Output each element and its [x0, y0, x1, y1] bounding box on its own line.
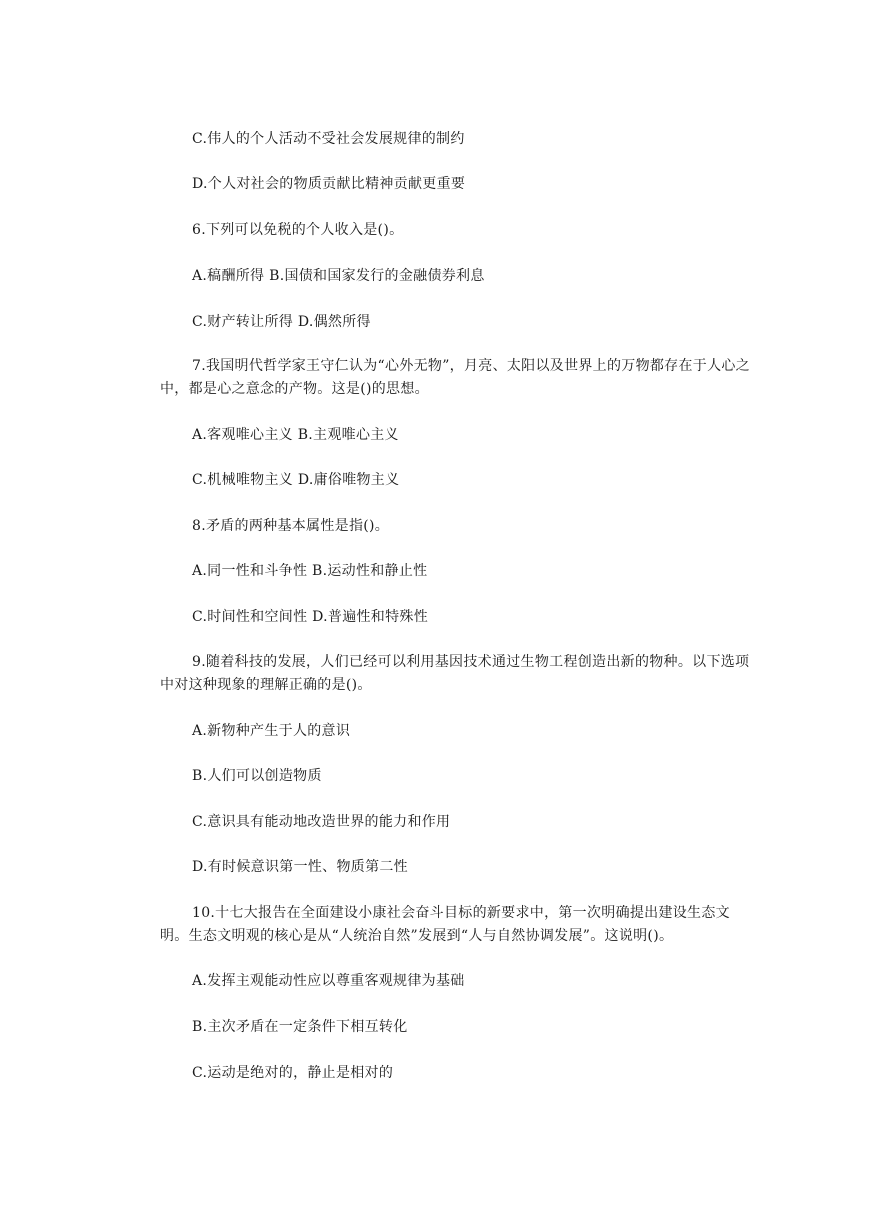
question-9: 9.随着科技的发展，人们已经可以利用基因技术通过生物工程创造出新的物种。以下选项中对这种现象的理解正确的是()。 — [160, 654, 750, 693]
question-6: 6.下列可以免税的个人收入是()。 — [192, 222, 404, 238]
option-5d: D.个人对社会的物质贡献比精神贡献更重要 — [192, 176, 466, 192]
option-10b: B.主次矛盾在一定条件下相互转化 — [192, 1019, 408, 1035]
question-7: 7.我国明代哲学家王守仁认为“心外无物”，月亮、太阳以及世界上的万物都存在于人心之中，都是心之意念的产物。这是()的思想。 — [160, 358, 750, 397]
question-8: 8.矛盾的两种基本属性是指()。 — [192, 518, 390, 534]
option-9c: C.意识具有能动地改造世界的能力和作用 — [192, 814, 451, 830]
options-6cd: C.财产转让所得 D.偶然所得 — [192, 314, 371, 330]
option-9a: A.新物种产生于人的意识 — [192, 723, 351, 739]
options-7cd: C.机械唯物主义 D.庸俗唯物主义 — [192, 472, 400, 488]
options-8cd: C.时间性和空间性 D.普遍性和特殊性 — [192, 609, 428, 625]
options-8ab: A.同一性和斗争性 B.运动性和静止性 — [192, 563, 428, 579]
option-10a: A.发挥主观能动性应以尊重客观规律为基础 — [192, 973, 465, 989]
question-10: 10.十七大报告在全面建设小康社会奋斗目标的新要求中，第一次明确提出建设生态文明。生态文明观的核心是从“人统治自然”发展到“人与自然协调发展”。这说明()。 — [160, 905, 730, 944]
option-5c: C.伟人的个人活动不受社会发展规律的制约 — [192, 131, 465, 147]
option-10c: C.运动是绝对的，静止是相对的 — [192, 1065, 394, 1081]
option-9d: D.有时候意识第一性、物质第二性 — [192, 859, 408, 875]
options-7ab: A.客观唯心主义 B.主观唯心主义 — [192, 427, 399, 443]
options-6ab: A.稿酬所得 B.国债和国家发行的金融债券利息 — [192, 268, 485, 284]
option-9b: B.人们可以创造物质 — [192, 768, 322, 784]
